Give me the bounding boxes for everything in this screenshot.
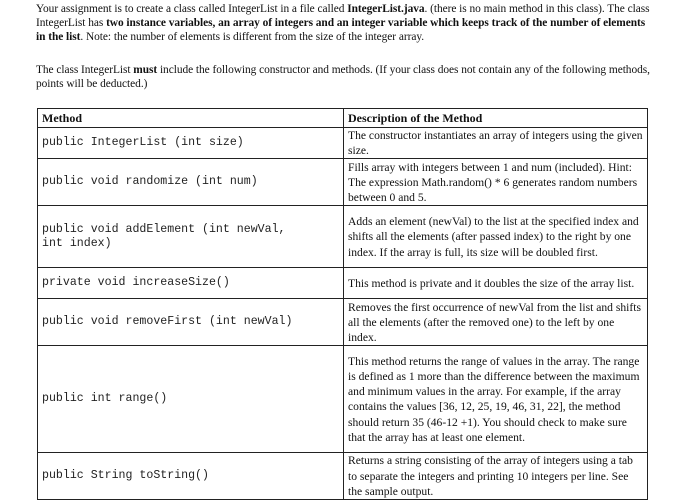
method-description: Returns a string consisting of the array of integers using a tab to separate the integers and printing 10 integers per line. See the sample output. — [344, 453, 648, 500]
method-description: Adds an element (newVal) to the list at the specified index and shifts all the elements (after passed index) to the right by one index. If the array is full, its size will be doubled first. — [344, 206, 648, 268]
method-signature: private void increaseSize() — [38, 268, 344, 299]
table-row — [38, 268, 648, 299]
table-row — [38, 206, 648, 268]
method-description: Fills array with integers between 1 and num (included). Hint: The expression Math.random() * 6 generates random numbers between 0 and 5. — [344, 159, 648, 206]
table-row — [38, 128, 648, 159]
table-row — [38, 346, 648, 453]
table-row — [38, 299, 648, 346]
requirements-paragraph — [36, 63, 656, 91]
req-must: must — [133, 64, 158, 76]
method-description: This method is private and it doubles the size of the array list. — [344, 268, 648, 299]
method-signature: public void removeFirst (int newVal) — [38, 299, 344, 346]
intro-text-b: . (there is no main method in this class). The class IntegerList has — [36, 3, 650, 30]
intro-text-a: Your assignment is to create a class called IntegerList in a file called — [36, 3, 348, 15]
intro-instance-variables: two instance variables, an array of integers and an integer variable which keeps track of the number of elements in the list — [36, 17, 646, 44]
method-signature: public String toString() — [38, 453, 344, 500]
header-method: Method — [38, 109, 344, 128]
method-description: This method returns the range of values in the array. The range is defined as 1 more than the difference between the maximum and minimum values in the array. For example, if the array contains the values [36, 12, 25, 19, 46, 31, 22], the method should return 35 (46-12 +1). You should check to make sure that the array has at least one element. — [344, 346, 648, 453]
table-row — [38, 159, 648, 206]
methods-table — [37, 108, 648, 500]
method-signature: public void randomize (int num) — [38, 159, 344, 206]
method-signature: public void addElement (int newVal, int index) — [38, 206, 344, 268]
req-text-b: include the following constructor and methods. (If your class does not contain any of the following methods, points will be deducted.) — [36, 64, 650, 91]
method-description: Removes the first occurrence of newVal from the list and shifts all the elements (after the removed one) to the left by one index. — [344, 299, 648, 346]
intro-paragraph — [36, 2, 656, 45]
table-header-row — [38, 109, 648, 128]
intro-text-c: . Note: the number of elements is different from the size of the integer array. — [80, 31, 425, 44]
table-row — [38, 453, 648, 500]
method-signature: public int range() — [38, 346, 344, 453]
header-description: Description of the Method — [344, 109, 648, 128]
req-text-a: The class IntegerList — [36, 64, 134, 76]
method-description: The constructor instantiates an array of integers using the given size. — [344, 128, 648, 159]
intro-filename: IntegerList.java — [347, 3, 425, 15]
method-signature: public IntegerList (int size) — [38, 128, 344, 159]
